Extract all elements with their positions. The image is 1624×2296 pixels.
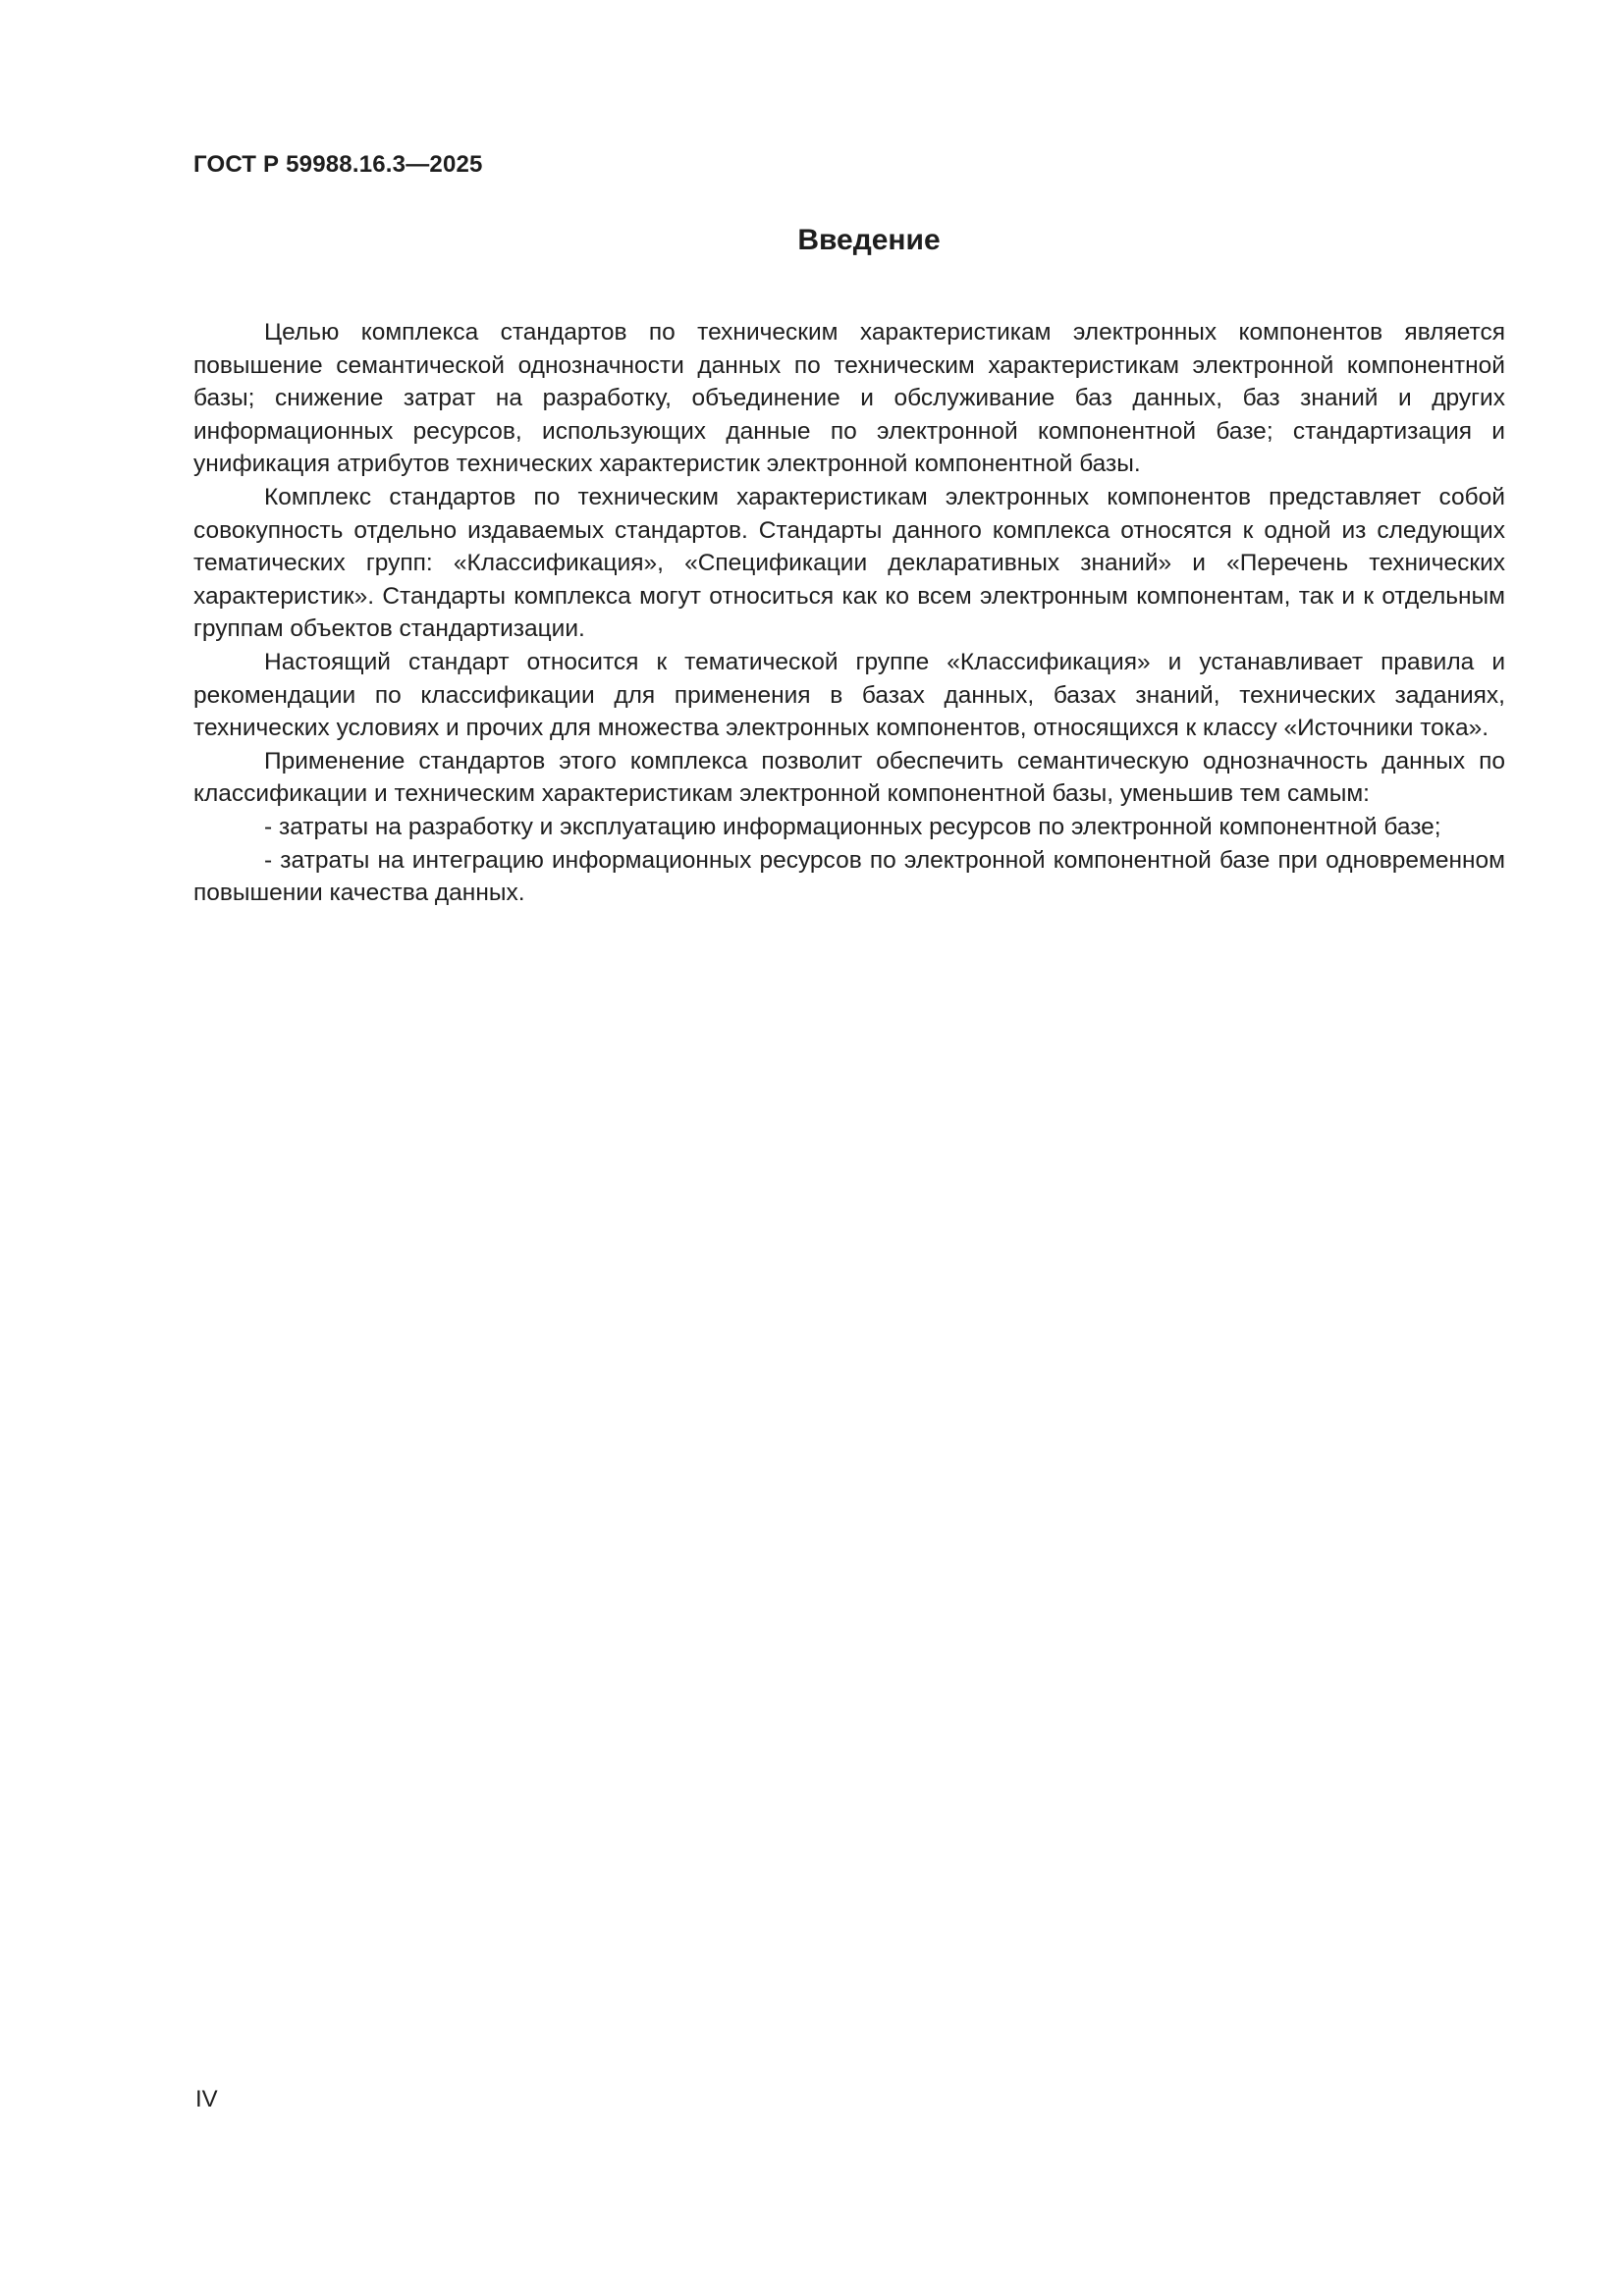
list-item: - затраты на разработку и эксплуатацию информационных ресурсов по электронной компонентной базе; xyxy=(264,813,1441,840)
paragraph-scope: Настоящий стандарт относится к тематической группе «Классификация» и устанавливает правила и рекомендации по классификации для применения в базах данных, базах знаний, технических заданиях, технических условиях и прочих для множества электронных компонентов, относящихся к классу «Источники тока». xyxy=(193,648,1505,742)
page-number: IV xyxy=(195,2086,218,2112)
document-code: ГОСТ Р 59988.16.3—2025 xyxy=(193,151,483,178)
paragraph-complex: Комплекс стандартов по техническим характеристикам электронных компонентов представляет собой совокупность отдельно издаваемых стандартов. Стандарты данного комплекса относятся к одной из следующих тематических групп: «Классификация», «Спецификации декларативных знаний» и «Перечень технических характеристик». Стандарты комплекса могут относиться как ко всем электронным компонентам, так и к отдельным группам объектов стандартизации. xyxy=(193,483,1505,643)
list-item: - затраты на интеграцию информационных ресурсов по электронной компонентной базе при одновременном повышении качества данных. xyxy=(193,846,1505,907)
section-body xyxy=(193,316,1505,910)
section-title: Введение xyxy=(797,224,941,256)
paragraph-application: Применение стандартов этого комплекса позволит обеспечить семантическую однозначность данных по классификации и техническим характеристикам электронной компонентной базы, уменьшив тем самым: xyxy=(193,747,1505,808)
paragraph-purpose: Целью комплекса стандартов по техническим характеристикам электронных компонентов является повышение семантической однозначности данных по техническим характеристикам электронной компонентной базы; снижение затрат на разработку, объединение и обслуживание баз данных, баз знаний и других информационных ресурсов, использующих данные по электронной компонентной базе; стандартизация и унификация атрибутов технических характеристик электронной компонентной базы. xyxy=(193,319,1505,478)
